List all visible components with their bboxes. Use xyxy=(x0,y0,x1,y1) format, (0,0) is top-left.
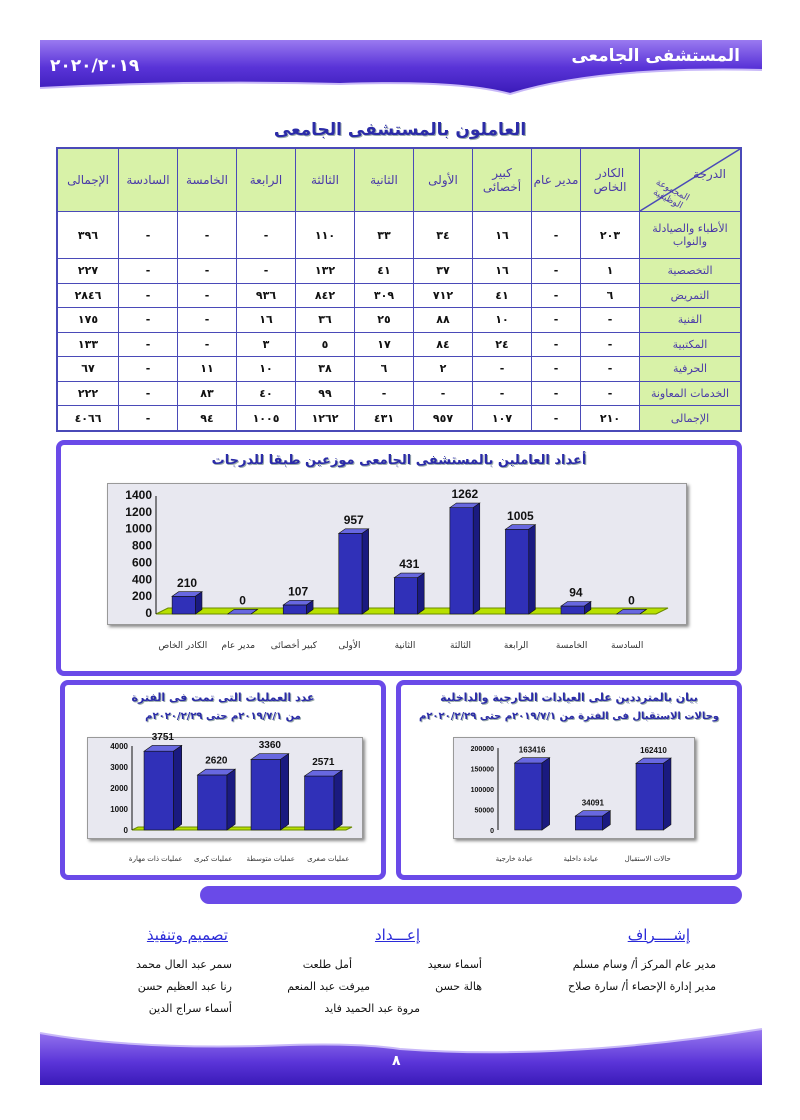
table-cell: ٤٠ xyxy=(237,381,296,405)
y-tick-label: 0 xyxy=(145,606,152,620)
bar xyxy=(251,759,280,830)
y-tick-label: 1000 xyxy=(110,805,128,814)
bar-side-face xyxy=(473,503,480,614)
table-cell: - xyxy=(178,259,237,283)
table-cell: ٣٩٦ xyxy=(57,212,119,259)
bar xyxy=(339,533,362,614)
table-cell: ٨٨ xyxy=(414,308,473,332)
bar xyxy=(283,605,306,614)
x-category-label: الكادر الخاص xyxy=(158,641,208,651)
design-line: سمر عبد العال محمد xyxy=(136,958,232,971)
bar-value-label: 0 xyxy=(239,593,246,608)
bar-side-face xyxy=(529,525,536,614)
table-cell: ٤٠٦٦ xyxy=(57,406,119,431)
table-cell: ١٣٢ xyxy=(296,259,355,283)
bar-side-face xyxy=(418,573,425,614)
table-cell: ٢٥ xyxy=(355,308,414,332)
table-cell: ٦ xyxy=(355,357,414,381)
row-label: التمريض xyxy=(640,283,742,307)
y-tick-label: 1400 xyxy=(125,488,152,502)
table-cell: ١٠٠٥ xyxy=(237,406,296,431)
bar-value-label: 3751 xyxy=(151,731,174,743)
table-cell: ٩٩ xyxy=(296,381,355,405)
footer-wave-shape xyxy=(40,1025,762,1085)
preparation-line: أمل طلعت xyxy=(302,958,352,971)
table-corner-cell xyxy=(640,148,742,212)
table-cell: ١٧٥ xyxy=(57,308,119,332)
bar xyxy=(198,775,227,830)
bar-value-label: 0 xyxy=(628,593,635,608)
table-cell: ٢٢٧ xyxy=(57,259,119,283)
clinics-chart-subtitle: وحالات الاستقبال فى الفترة من ٢٠١٩/٧/١م حتى ٢٠٢٠/٢/٢٩م xyxy=(418,711,720,722)
col-header-second: الثانية xyxy=(355,148,414,212)
col-header-third: الثالثة xyxy=(296,148,355,212)
bar xyxy=(636,763,663,830)
x-category-label: عمليات متوسطة xyxy=(246,855,295,863)
preparation-heading: إعـــداد xyxy=(374,926,420,944)
table-cell: ٢٨٤٦ xyxy=(57,283,119,307)
row-label: التخصصية xyxy=(640,259,742,283)
y-tick-label: 0 xyxy=(490,828,494,835)
bar-value-label: 957 xyxy=(343,512,364,527)
y-tick-label: 600 xyxy=(131,555,152,570)
y-tick-label: 200 xyxy=(131,589,152,604)
table-cell: ٢١٠ xyxy=(581,406,640,431)
table-cell: - xyxy=(119,259,178,283)
col-header-fifth: الخامسة xyxy=(178,148,237,212)
table-cell: ٢ xyxy=(414,357,473,381)
grades-chart-title: أعداد العاملين بالمستشفى الجامعى موزعين طبقا للدرجات xyxy=(211,453,587,468)
x-category-label: كبير أخصائى xyxy=(270,641,317,651)
y-tick-label: 150000 xyxy=(470,766,494,774)
corner-bottom-label: المجموعة الوظيفية xyxy=(651,177,691,212)
table-cell: - xyxy=(532,308,581,332)
y-tick-label: 800 xyxy=(131,538,152,553)
row-label: الفنية xyxy=(640,308,742,332)
bar-value-label: 94 xyxy=(569,585,583,600)
table-cell: - xyxy=(178,283,237,307)
table-cell: ٢٠٣ xyxy=(581,212,640,259)
col-header-first: الأولى xyxy=(414,148,473,212)
table-cell: - xyxy=(414,381,473,405)
table-cell: ٣ xyxy=(237,332,296,356)
bar-side-face xyxy=(173,745,181,830)
table-cell: ١٦ xyxy=(473,212,532,259)
table-cell: - xyxy=(532,283,581,307)
table-cell: - xyxy=(119,212,178,259)
table-cell: ٤١ xyxy=(355,259,414,283)
x-category-label: الأولى xyxy=(338,641,361,651)
table-cell: - xyxy=(355,381,414,405)
table-row xyxy=(57,212,741,259)
table-cell: - xyxy=(178,332,237,356)
table-cell: ١٣٣ xyxy=(57,332,119,356)
y-tick-label: 1000 xyxy=(125,521,152,536)
table-cell: ٣٣ xyxy=(355,212,414,259)
bar-side-face xyxy=(334,770,342,830)
col-header-fourth: الرابعة xyxy=(237,148,296,212)
bar xyxy=(575,816,602,830)
table-cell: - xyxy=(581,357,640,381)
x-category-label: الثالثة xyxy=(450,641,472,651)
table-cell: - xyxy=(237,212,296,259)
grades-chart-frame xyxy=(107,483,687,625)
table-cell: ١١٠ xyxy=(296,212,355,259)
table-cell: - xyxy=(178,212,237,259)
y-tick-label: 400 xyxy=(131,572,152,587)
table-cell: - xyxy=(119,283,178,307)
operations-chart xyxy=(88,731,362,838)
table-cell: - xyxy=(532,357,581,381)
y-tick-label: 1200 xyxy=(125,504,152,519)
table-cell: ١٠ xyxy=(473,308,532,332)
table-cell: ٣٧ xyxy=(414,259,473,283)
bar-value-label: 163416 xyxy=(518,745,546,755)
table-cell: ٢٤ xyxy=(473,332,532,356)
x-category-label: مدير عام xyxy=(221,641,256,651)
bar xyxy=(515,763,542,830)
row-label: الإجمالى xyxy=(640,406,742,431)
bar-value-label: 162410 xyxy=(640,745,667,755)
corner-top-label: الدرجة xyxy=(693,167,726,181)
table-cell: ١٠ xyxy=(237,357,296,381)
table-cell: - xyxy=(119,406,178,431)
row-label: الخدمات المعاونة xyxy=(640,381,742,405)
table-cell: ٩٣٦ xyxy=(237,283,296,307)
table-cell: ٤٣١ xyxy=(355,406,414,431)
bar-side-face xyxy=(362,529,369,614)
x-category-label: عمليات صغرى xyxy=(307,855,350,863)
bar-value-label: 3360 xyxy=(258,740,281,752)
table-cell: ٩٤ xyxy=(178,406,237,431)
clinics-chart-frame xyxy=(453,737,695,839)
bar xyxy=(144,751,173,830)
grades-chart xyxy=(108,484,686,624)
table-cell: - xyxy=(473,357,532,381)
col-header-special: الكادر الخاص xyxy=(581,148,640,212)
x-category-label: عمليات ذات مهارة xyxy=(128,855,183,863)
operations-chart-frame xyxy=(87,731,363,839)
row-label: الحرفية xyxy=(640,357,742,381)
bar-value-label: 210 xyxy=(177,575,198,590)
operations-chart-title: عدد العمليات التى تمت فى الفترة xyxy=(131,691,315,704)
table-row xyxy=(57,381,741,405)
table-row xyxy=(57,406,741,431)
x-category-label: عمليات كبرى xyxy=(194,855,233,863)
table-cell: - xyxy=(581,332,640,356)
table-cell: ٦ xyxy=(581,283,640,307)
table-cell: - xyxy=(581,308,640,332)
y-tick-label: 2000 xyxy=(110,784,128,793)
table-cell: ٣٨ xyxy=(296,357,355,381)
y-tick-label: 100000 xyxy=(470,787,494,794)
bar-value-label: 107 xyxy=(288,584,309,599)
table-cell: ٦٧ xyxy=(57,357,119,381)
x-category-label: الخامسة xyxy=(555,641,588,651)
bar xyxy=(505,529,528,614)
bar-value-label: 431 xyxy=(399,557,420,572)
bar-side-face xyxy=(280,754,288,830)
grades-chart-panel xyxy=(56,440,742,676)
col-header-total: الإجمالى xyxy=(57,148,119,212)
divider-bar xyxy=(200,886,742,904)
x-category-label: عيادة خارجية xyxy=(495,855,534,863)
table-cell: ٢٢٢ xyxy=(57,381,119,405)
header-banner xyxy=(40,40,762,98)
table-cell: - xyxy=(532,406,581,431)
table-cell: ٣٠٩ xyxy=(355,283,414,307)
clinics-chart-panel xyxy=(396,680,742,880)
x-category-label: الرابعة xyxy=(503,641,529,651)
bar-value-label: 2620 xyxy=(205,755,228,767)
table-cell: ٨٤ xyxy=(414,332,473,356)
bar-side-face xyxy=(663,758,671,830)
bar-value-label: 1262 xyxy=(451,487,479,502)
x-category-label: عيادة داخلية xyxy=(563,855,599,863)
supervision-line: مدير إدارة الإحصاء أ/ سارة صلاح xyxy=(568,980,716,993)
operations-chart-panel xyxy=(60,680,386,880)
table-cell: - xyxy=(119,308,178,332)
bar xyxy=(305,776,334,830)
table-cell: - xyxy=(532,212,581,259)
table-cell: - xyxy=(119,332,178,356)
footer-banner xyxy=(40,1025,762,1085)
table-cell: ٣٤ xyxy=(414,212,473,259)
table-cell: ١٠٧ xyxy=(473,406,532,431)
table-cell: ٨٤٢ xyxy=(296,283,355,307)
table-cell: - xyxy=(532,381,581,405)
clinics-chart xyxy=(454,738,694,838)
table-cell: - xyxy=(178,308,237,332)
table-header-row xyxy=(57,148,741,212)
table-cell: ٧١٢ xyxy=(414,283,473,307)
table-cell: - xyxy=(237,259,296,283)
bar xyxy=(172,596,195,614)
header-year: ٢٠٢٠/٢٠١٩ xyxy=(50,56,140,76)
design-heading: تصميم وتنفيذ xyxy=(146,926,228,944)
bar-value-label: 34091 xyxy=(581,798,604,808)
table-cell: ٥ xyxy=(296,332,355,356)
table-cell: ١١ xyxy=(178,357,237,381)
table-cell: ١ xyxy=(581,259,640,283)
clinics-chart-title: بيان بالمترددين على العيادات الخارجية والداخلية xyxy=(440,691,698,704)
table-cell: ٨٣ xyxy=(178,381,237,405)
col-header-director: مدير عام xyxy=(532,148,581,212)
bar xyxy=(394,578,417,614)
bar-side-face xyxy=(227,769,235,830)
header-title: المستشفى الجامعى xyxy=(571,46,740,66)
table-cell: ٤١ xyxy=(473,283,532,307)
preparation-line: هالة حسن xyxy=(435,980,482,993)
bar-side-face xyxy=(542,758,550,830)
table-cell: - xyxy=(473,381,532,405)
y-tick-label: 3000 xyxy=(110,763,128,772)
bar-value-label: 1005 xyxy=(507,508,534,523)
col-header-sixth: السادسة xyxy=(119,148,178,212)
row-label: الأطباء والصيادلة والنواب xyxy=(640,212,742,259)
table-row xyxy=(57,357,741,381)
operations-chart-subtitle: من ٢٠١٩/٧/١م حتى ٢٠٢٠/٢/٢٩م xyxy=(145,711,301,722)
table-cell: ١٢٦٢ xyxy=(296,406,355,431)
table-cell: - xyxy=(119,357,178,381)
table-cell: ١٧ xyxy=(355,332,414,356)
design-line: رنا عبد العظيم حسن xyxy=(137,980,232,993)
supervision-heading: إشــــراف xyxy=(627,926,690,944)
x-category-label: الثانية xyxy=(394,641,416,651)
y-tick-label: 50000 xyxy=(474,807,494,815)
design-line: أسماء سراج الدين xyxy=(148,1002,232,1015)
page-number: ٨ xyxy=(392,1053,401,1069)
table-cell: - xyxy=(532,259,581,283)
table-cell: ٣٦ xyxy=(296,308,355,332)
table-cell: ٩٥٧ xyxy=(414,406,473,431)
bar-value-label: 2571 xyxy=(312,756,335,768)
staff-table xyxy=(56,147,742,432)
table-row xyxy=(57,332,741,356)
bar xyxy=(561,606,584,614)
preparation-line: أسماء سعيد xyxy=(427,958,482,971)
x-category-label: السادسة xyxy=(611,641,644,651)
supervision-line: مدير عام المركز أ/ وسام مسلم xyxy=(572,958,716,971)
col-header-senior: كبير أخصائى xyxy=(473,148,532,212)
table-cell: - xyxy=(532,332,581,356)
table-cell: - xyxy=(119,381,178,405)
preparation-line: ميرفت عبد المنعم xyxy=(287,980,370,993)
staff-table-title: العاملون بالمستشفى الجامعى xyxy=(273,120,527,140)
preparation-line: مروة عبد الحميد فايد xyxy=(324,1002,420,1015)
table-cell: ١٦ xyxy=(237,308,296,332)
y-tick-label: 4000 xyxy=(110,742,128,751)
table-row xyxy=(57,259,741,283)
table-cell: ١٦ xyxy=(473,259,532,283)
bar xyxy=(450,508,473,614)
y-tick-label: 0 xyxy=(123,826,128,835)
x-category-label: حالات الاستقبال xyxy=(624,855,671,863)
y-tick-label: 200000 xyxy=(470,746,494,753)
row-label: المكتبية xyxy=(640,332,742,356)
table-row xyxy=(57,308,741,332)
table-row xyxy=(57,283,741,307)
table-cell: - xyxy=(581,381,640,405)
